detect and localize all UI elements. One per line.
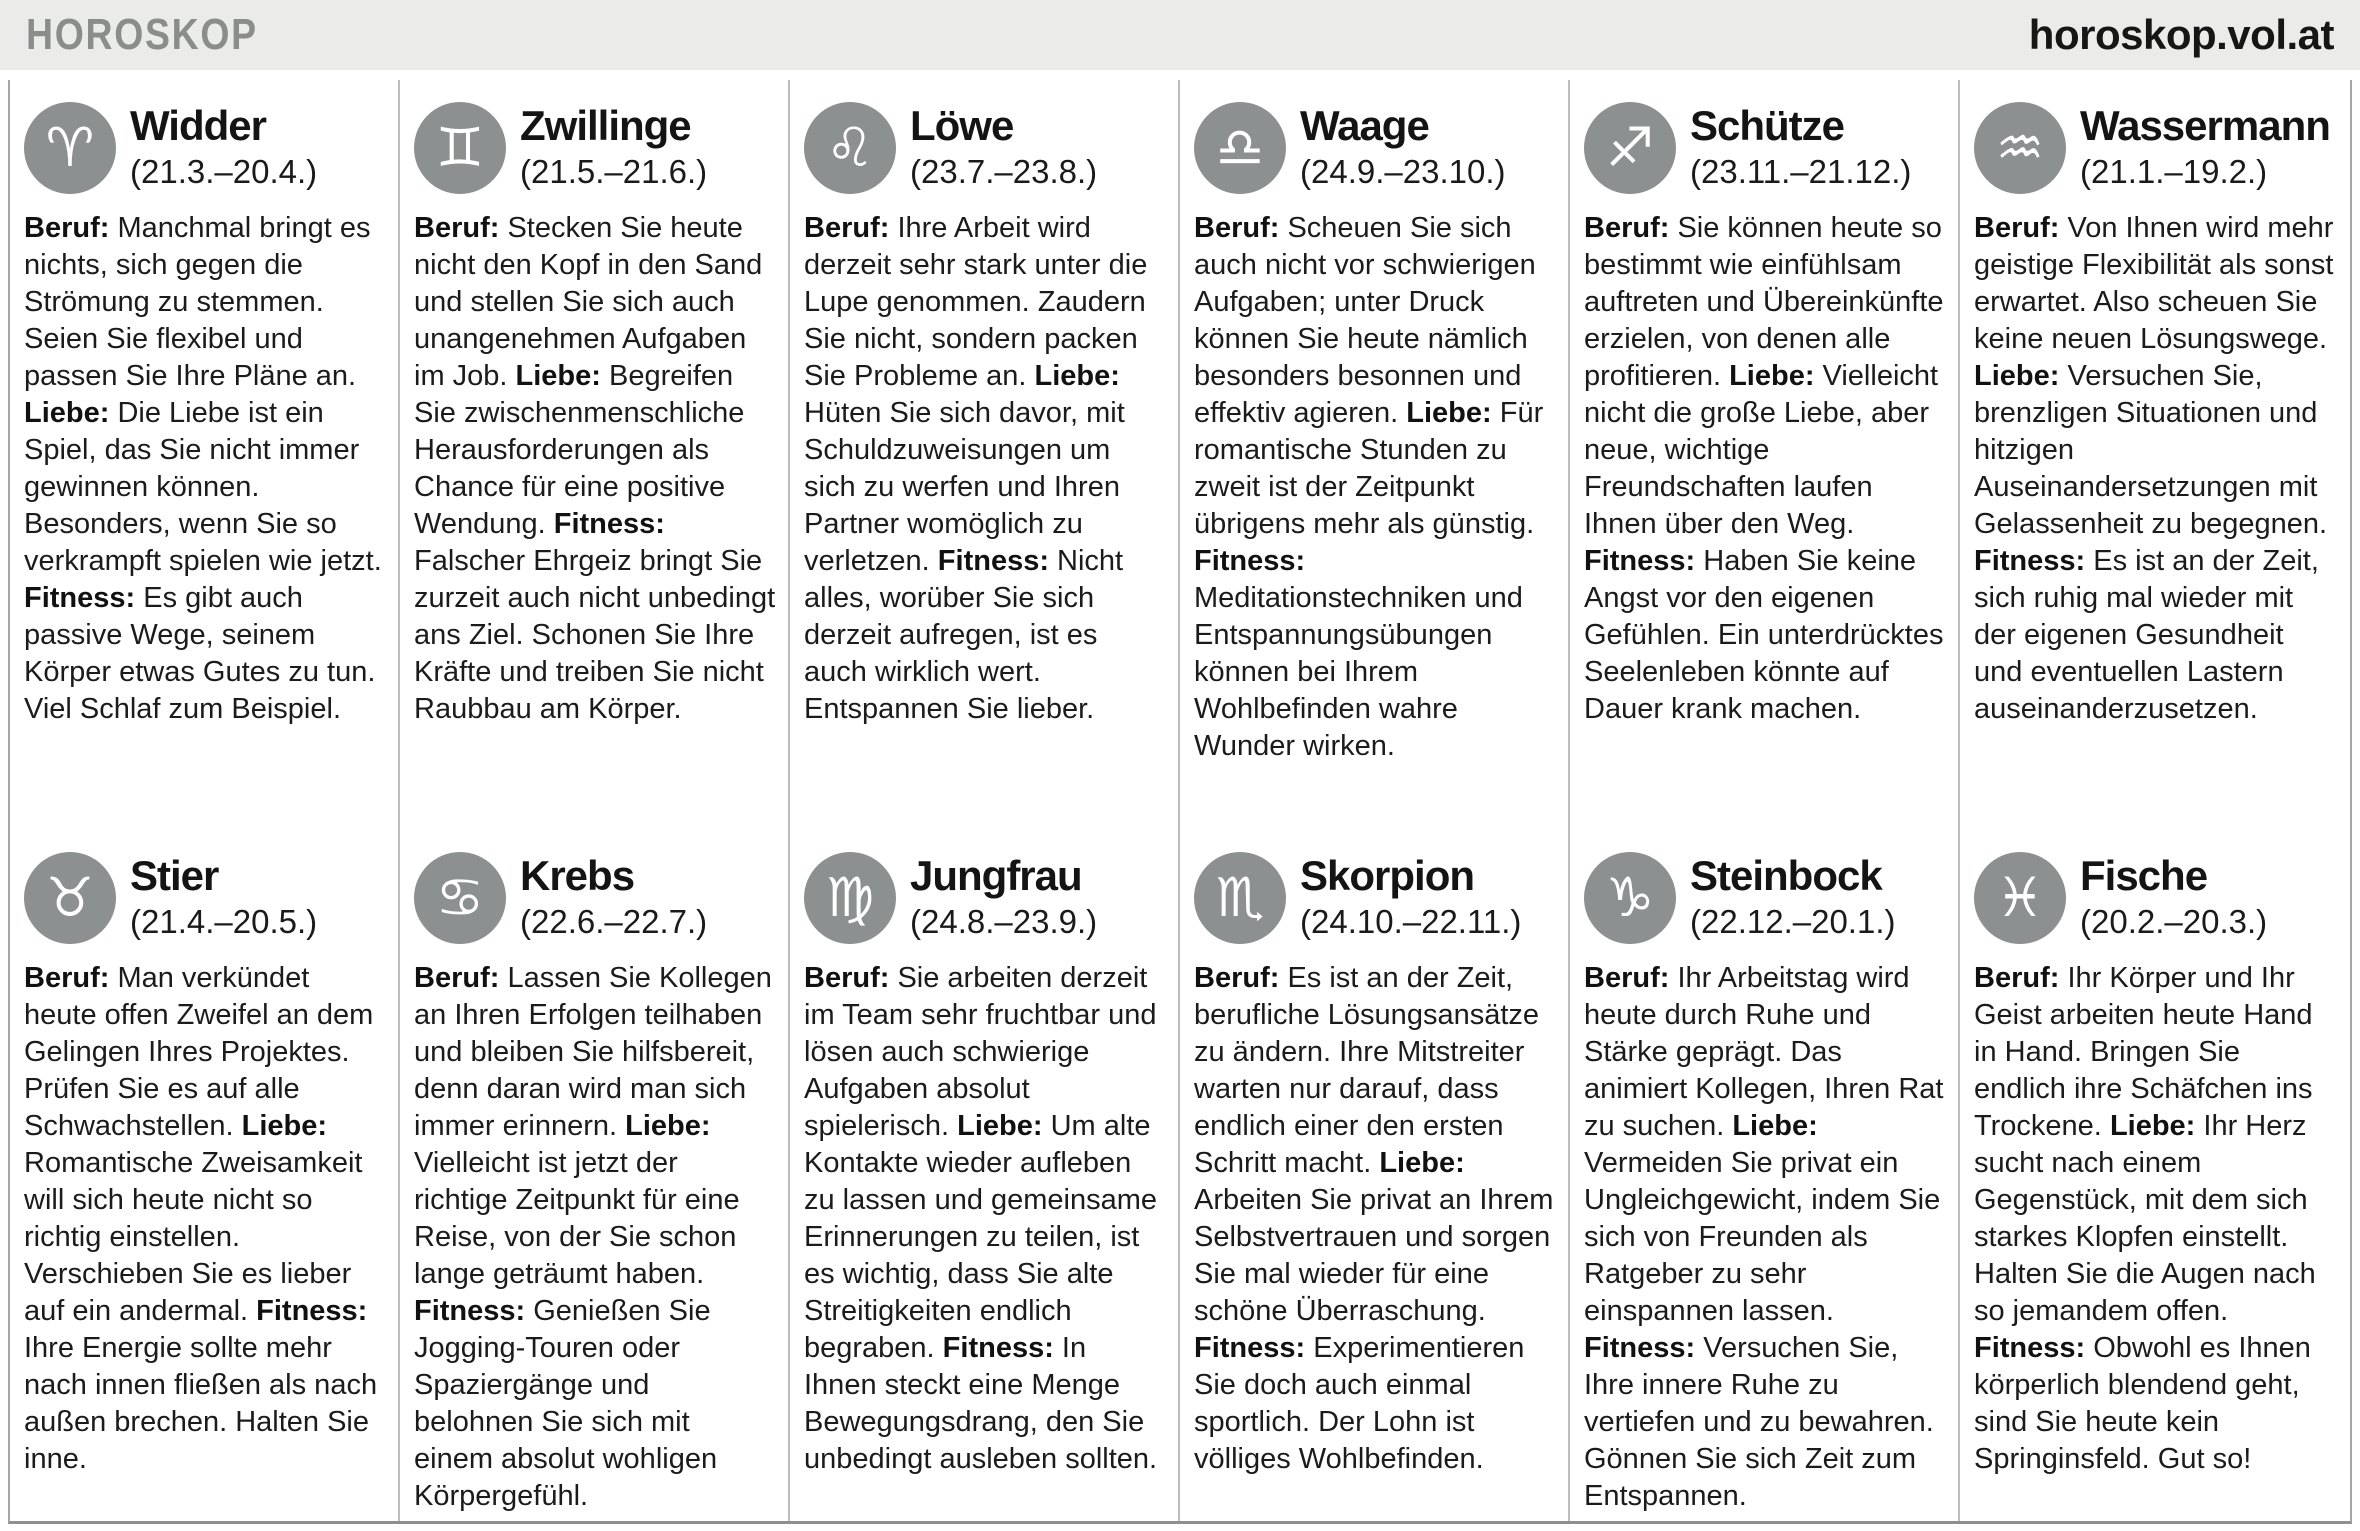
zodiac-card-wassermann xyxy=(1960,80,2350,830)
beruf-text: Sie können heute so bestimmt wie einfühlsam auftreten und Übereinkünfte erzielen, von denen alle profitieren. xyxy=(1584,212,1944,392)
section-label-fitness: Fitness: xyxy=(256,1295,368,1327)
card-head xyxy=(1194,102,1556,194)
zodiac-card-skorpion xyxy=(1180,830,1570,1521)
sign-name: Widder xyxy=(130,102,266,150)
section-label-fitness: Fitness: xyxy=(414,1295,526,1327)
sagittarius-icon xyxy=(1584,102,1676,194)
sign-name: Stier xyxy=(130,852,219,900)
horoscope-text xyxy=(1584,960,1946,1515)
horoscope-text xyxy=(1974,960,2338,1478)
section-label-beruf: Beruf: xyxy=(1974,962,2060,994)
page-header xyxy=(0,0,2360,70)
horoscope-text xyxy=(24,960,386,1478)
sign-dates: (22.6.–22.7.) xyxy=(520,902,708,940)
liebe-text: Um alte Kontakte wieder aufleben zu lassen und gemeinsame Erinnerungen zu teilen, ist es wichtig, dass Sie alte Streitigkeiten endlich begraben. xyxy=(804,1110,1158,1364)
sign-name: Krebs xyxy=(520,852,635,900)
sign-name: Schütze xyxy=(1690,102,1845,150)
liebe-text: Vermeiden Sie privat ein Ungleichgewicht, indem Sie sich von Freunden als Ratgeber zu sehr einspannen lassen. xyxy=(1584,1147,1941,1327)
section-label-liebe: Liebe: xyxy=(1034,360,1120,392)
section-label-beruf: Beruf: xyxy=(804,212,890,244)
zodiac-card-zwillinge xyxy=(400,80,790,830)
section-label-fitness: Fitness: xyxy=(1974,1332,2086,1364)
horoscope-text xyxy=(804,210,1166,728)
horoscope-text xyxy=(1974,210,2338,728)
liebe-text: Ihr Herz sucht nach einem Gegenstück, mit dem sich starkes Klopfen einstellt. Halten Sie die Augen nach so jemandem offen. xyxy=(1974,1110,2316,1327)
zodiac-card-loewe xyxy=(790,80,1180,830)
liebe-text: Arbeiten Sie privat an Ihrem Selbstvertrauen und sorgen Sie mal wieder für eine schöne Überraschung. xyxy=(1194,1184,1554,1327)
card-head xyxy=(1584,102,1946,194)
liebe-text: Vielleicht ist jetzt der richtige Zeitpunkt für eine Reise, von der Sie schon lange geträumt haben. xyxy=(414,1147,740,1290)
section-label-liebe: Liebe: xyxy=(24,397,110,429)
fitness-text: Es ist an der Zeit, sich ruhig mal wieder mit der eigenen Gesundheit und eventuellen Lastern auseinanderzusetzen. xyxy=(1974,545,2319,725)
fitness-text: Es gibt auch passive Wege, seinem Körper etwas Gutes zu tun. Viel Schlaf zum Beispiel. xyxy=(24,582,376,725)
beruf-text: Ihr Arbeitstag wird heute durch Ruhe und Stärke geprägt. Das animiert Kollegen, Ihren Rat zu suchen. xyxy=(1584,962,1944,1142)
card-head xyxy=(414,852,776,944)
taurus-icon xyxy=(24,852,116,944)
section-label-beruf: Beruf: xyxy=(414,962,500,994)
sign-name: Löwe xyxy=(910,102,1014,150)
section-label-beruf: Beruf: xyxy=(804,962,890,994)
zodiac-card-waage xyxy=(1180,80,1570,830)
zodiac-glyph: ♒ xyxy=(1995,116,2045,179)
gemini-icon xyxy=(414,102,506,194)
fitness-text: Versuchen Sie, Ihre innere Ruhe zu vertiefen und zu bewahren. Gönnen Sie sich Zeit zum Entspannen. xyxy=(1584,1332,1934,1512)
section-label-beruf: Beruf: xyxy=(1584,962,1670,994)
fitness-text: Obwohl es Ihnen körperlich blendend geht, sind Sie heute kein Springinsfeld. Gut so! xyxy=(1974,1332,2311,1475)
sign-dates: (22.12.–20.1.) xyxy=(1690,902,1896,940)
zodiac-glyph: ♍ xyxy=(825,866,875,929)
zodiac-glyph: ♎ xyxy=(1215,116,1265,179)
card-head xyxy=(1584,852,1946,944)
fitness-text: Meditationstechniken und Entspannungsübungen können bei Ihrem Wohlbefinden wahre Wunder wirken. xyxy=(1194,582,1523,762)
section-label-fitness: Fitness: xyxy=(24,582,136,614)
section-label-liebe: Liebe: xyxy=(1379,1147,1465,1179)
sign-dates: (21.4.–20.5.) xyxy=(130,902,318,940)
pisces-icon xyxy=(1974,852,2066,944)
beruf-text: Ihr Körper und Ihr Geist arbeiten heute Hand in Hand. Bringen Sie endlich ihre Schäfchen ins Trockene. xyxy=(1974,962,2313,1142)
fitness-text: In Ihnen steckt eine Menge Bewegungsdrang, den Sie unbedingt ausleben sollten. xyxy=(804,1332,1158,1475)
liebe-text: Für romantische Stunden zu zweit ist der Zeitpunkt übrigens mehr als günstig. xyxy=(1194,397,1544,540)
zodiac-glyph: ♑ xyxy=(1605,866,1655,929)
section-label-liebe: Liebe: xyxy=(625,1110,711,1142)
horoscope-text xyxy=(24,210,386,728)
beruf-text: Man verkündet heute offen Zweifel an dem Gelingen Ihres Projektes. Prüfen Sie es auf alle Schwachstellen. xyxy=(24,962,374,1142)
card-head xyxy=(414,102,776,194)
zodiac-card-krebs xyxy=(400,830,790,1521)
beruf-text: Es ist an der Zeit, berufliche Lösungsansätze zu ändern. Ihre Mitstreiter warten nur darauf, dass endlich einer den ersten Schritt macht. xyxy=(1194,962,1540,1179)
sign-name: Skorpion xyxy=(1300,852,1475,900)
liebe-text: Versuchen Sie, brenzligen Situationen und hitzigen Auseinandersetzungen mit Gelassenheit zu begegnen. xyxy=(1974,360,2328,540)
fitness-text: Experimentieren Sie doch auch einmal sportlich. Der Lohn ist völliges Wohlbefinden. xyxy=(1194,1332,1525,1475)
horoscope-grid xyxy=(8,80,2352,1524)
cancer-icon xyxy=(414,852,506,944)
sign-name: Jungfrau xyxy=(910,852,1082,900)
sign-name: Wassermann xyxy=(2080,102,2330,150)
sign-name: Zwillinge xyxy=(520,102,691,150)
sign-name: Waage xyxy=(1300,102,1429,150)
section-label-liebe: Liebe: xyxy=(1406,397,1492,429)
card-head xyxy=(804,852,1166,944)
section-label-beruf: Beruf: xyxy=(1584,212,1670,244)
leo-icon xyxy=(804,102,896,194)
zodiac-card-jungfrau xyxy=(790,830,1180,1521)
horoscope-text xyxy=(414,960,776,1515)
beruf-text: Sie arbeiten derzeit im Team sehr fruchtbar und lösen auch schwierige Aufgaben absolut spielerisch. xyxy=(804,962,1157,1142)
zodiac-card-steinbock xyxy=(1570,830,1960,1521)
sign-dates: (21.3.–20.4.) xyxy=(130,152,318,190)
liebe-text: Die Liebe ist ein Spiel, das Sie nicht immer gewinnen können. Besonders, wenn Sie so verkrampft spielen wie jetzt. xyxy=(24,397,382,577)
card-head xyxy=(1974,852,2338,944)
card-head xyxy=(1194,852,1556,944)
zodiac-card-schuetze xyxy=(1570,80,1960,830)
liebe-text: Begreifen Sie zwischenmenschliche Herausforderungen als Chance für eine positive Wendung. xyxy=(414,360,745,540)
section-label-beruf: Beruf: xyxy=(1974,212,2060,244)
zodiac-glyph: ♈ xyxy=(45,116,95,179)
beruf-text: Scheuen Sie sich auch nicht vor schwierigen Aufgaben; unter Druck können Sie heute nämlich besonders besonnen und effektiv agieren. xyxy=(1194,212,1536,429)
sign-name: Fische xyxy=(2080,852,2208,900)
capricorn-icon xyxy=(1584,852,1676,944)
section-label-fitness: Fitness: xyxy=(937,545,1049,577)
aries-icon xyxy=(24,102,116,194)
zodiac-card-fische xyxy=(1960,830,2350,1521)
page-title: HOROSKOP xyxy=(26,10,258,59)
section-label-fitness: Fitness: xyxy=(1974,545,2086,577)
section-label-fitness: Fitness: xyxy=(1194,545,1306,577)
virgo-icon xyxy=(804,852,896,944)
sign-dates: (21.1.–19.2.) xyxy=(2080,152,2268,190)
card-head xyxy=(24,102,386,194)
sign-dates: (20.2.–20.3.) xyxy=(2080,902,2268,940)
beruf-text: Lassen Sie Kollegen an Ihren Erfolgen teilhaben und bleiben Sie hilfsbereit, denn daran wird man sich immer erinnern. xyxy=(414,962,772,1142)
zodiac-glyph: ♐ xyxy=(1605,116,1655,179)
card-head xyxy=(24,852,386,944)
section-label-beruf: Beruf: xyxy=(24,962,110,994)
sign-dates: (24.8.–23.9.) xyxy=(910,902,1098,940)
liebe-text: Romantische Zweisamkeit will sich heute nicht so richtig einstellen. Verschieben Sie es lieber auf ein andermal. xyxy=(24,1147,363,1327)
section-label-beruf: Beruf: xyxy=(1194,962,1280,994)
fitness-text: Nicht alles, worüber Sie sich derzeit aufregen, ist es auch wirklich wert. Entspannen Sie lieber. xyxy=(804,545,1124,725)
zodiac-card-stier xyxy=(10,830,400,1521)
section-label-liebe: Liebe: xyxy=(1729,360,1815,392)
section-label-fitness: Fitness: xyxy=(942,1332,1054,1364)
scorpio-icon xyxy=(1194,852,1286,944)
horoscope-text xyxy=(1194,210,1556,765)
section-label-liebe: Liebe: xyxy=(1732,1110,1818,1142)
card-head xyxy=(804,102,1166,194)
site-url: horoskop.vol.at xyxy=(2028,11,2334,58)
horoscope-text xyxy=(414,210,776,728)
horoscope-text xyxy=(1584,210,1946,728)
section-label-liebe: Liebe: xyxy=(1974,360,2060,392)
card-head xyxy=(1974,102,2338,194)
section-label-beruf: Beruf: xyxy=(414,212,500,244)
fitness-text: Ihre Energie sollte mehr nach innen fließen als nach außen brechen. Halten Sie inne. xyxy=(24,1332,378,1475)
beruf-text: Von Ihnen wird mehr geistige Flexibilität als sonst erwartet. Also scheuen Sie keine neuen Lösungswege. xyxy=(1974,212,2334,355)
sign-dates: (24.9.–23.10.) xyxy=(1300,152,1506,190)
section-label-liebe: Liebe: xyxy=(515,360,601,392)
fitness-text: Haben Sie keine Angst vor den eigenen Gefühlen. Ein unterdrücktes Seelenleben könnte auf Dauer krank machen. xyxy=(1584,545,1944,725)
section-label-beruf: Beruf: xyxy=(1194,212,1280,244)
zodiac-glyph: ♏ xyxy=(1215,866,1265,929)
section-label-beruf: Beruf: xyxy=(24,212,110,244)
beruf-text: Stecken Sie heute nicht den Kopf in den Sand und stellen Sie sich auch unangenehmen Aufgaben im Job. xyxy=(414,212,763,392)
zodiac-card-widder xyxy=(10,80,400,830)
horoscope-text xyxy=(804,960,1166,1478)
liebe-text: Vielleicht nicht die große Liebe, aber neue, wichtige Freundschaften laufen Ihnen über den Weg. xyxy=(1584,360,1939,540)
section-label-fitness: Fitness: xyxy=(553,508,665,540)
horoscope-text xyxy=(1194,960,1556,1478)
sign-name: Steinbock xyxy=(1690,852,1882,900)
beruf-text: Ihre Arbeit wird derzeit sehr stark unter die Lupe genommen. Zaudern Sie nicht, sondern packen Sie Probleme an. xyxy=(804,212,1148,392)
sign-dates: (23.7.–23.8.) xyxy=(910,152,1098,190)
sign-dates: (21.5.–21.6.) xyxy=(520,152,708,190)
liebe-text: Hüten Sie sich davor, mit Schuldzuweisungen um sich zu werfen und Ihren Partner womöglich zu verletzen. xyxy=(804,397,1125,577)
zodiac-glyph: ♊ xyxy=(435,116,485,179)
zodiac-glyph: ♌ xyxy=(825,116,875,179)
zodiac-glyph: ♉ xyxy=(45,866,95,929)
fitness-text: Genießen Sie Jogging-Touren oder Spaziergänge und belohnen Sie sich mit einem absolut wohligen Körpergefühl. xyxy=(414,1295,718,1512)
sign-dates: (23.11.–21.12.) xyxy=(1690,152,1912,190)
zodiac-glyph: ♓ xyxy=(1995,866,2045,929)
section-label-fitness: Fitness: xyxy=(1584,545,1696,577)
beruf-text: Manchmal bringt es nichts, sich gegen die Strömung zu stemmen. Seien Sie flexibel und passen Sie Ihre Pläne an. xyxy=(24,212,371,392)
aquarius-icon xyxy=(1974,102,2066,194)
section-label-liebe: Liebe: xyxy=(241,1110,328,1142)
libra-icon xyxy=(1194,102,1286,194)
section-label-fitness: Fitness: xyxy=(1584,1332,1696,1364)
fitness-text: Falscher Ehrgeiz bringt Sie zurzeit auch nicht unbedingt ans Ziel. Schonen Sie Ihre Kräfte und treiben Sie nicht Raubbau am Körper. xyxy=(414,545,776,725)
sign-dates: (24.10.–22.11.) xyxy=(1300,902,1522,940)
section-label-liebe: Liebe: xyxy=(2109,1110,2196,1142)
zodiac-glyph: ♋ xyxy=(435,866,485,929)
section-label-liebe: Liebe: xyxy=(957,1110,1043,1142)
section-label-fitness: Fitness: xyxy=(1194,1332,1306,1364)
